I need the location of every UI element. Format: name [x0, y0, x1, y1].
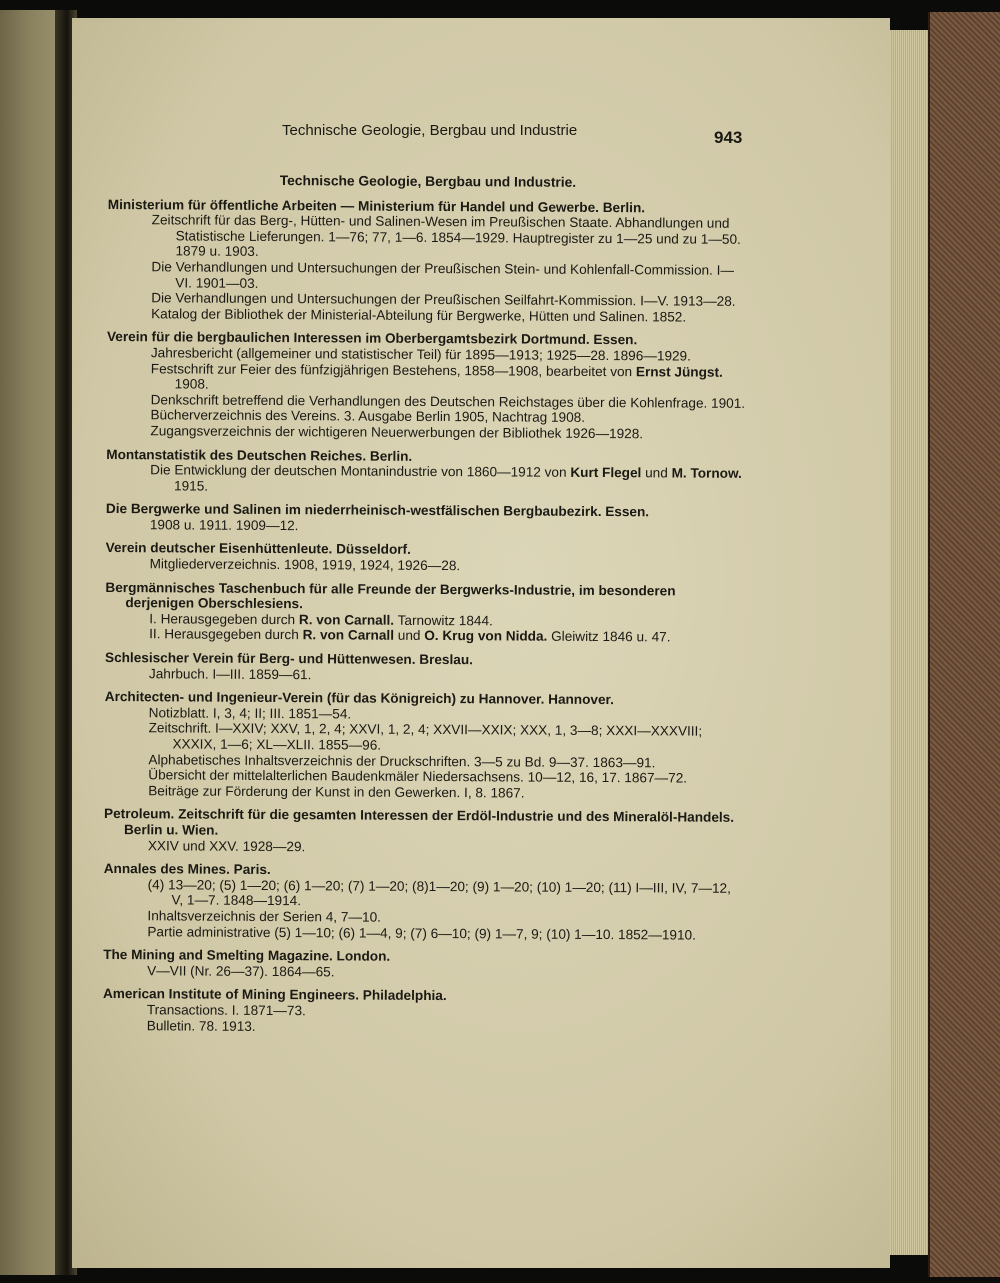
left-page-edge [0, 10, 62, 1275]
entry-item: Bücherverzeichnis des Vereins. 3. Ausgabe Berlin 1905, Nachtrag 1908. [150, 407, 586, 426]
entry-organization: Ministerium für öffentliche Arbeiten — Ministerium für Handel und Gewerbe. Berlin. [107, 196, 646, 215]
entry-item: Beiträge zur Förderung der Kunst in den Gewerken. I, 8. 1867. [148, 783, 525, 801]
entry-year: 1915. [174, 478, 209, 494]
entry-organization: Annales des Mines. Paris. [103, 861, 271, 878]
entry-item: Denkschrift betreffend die Verhandlungen des Deutschen Reichstages über die Kohlenfrage. 1901. [150, 391, 746, 411]
entry-organization: Bergmännisches Taschenbuch für alle Freunde der Bergwerks-Industrie, im besonderen derjenigen Oberschlesiens. [105, 579, 676, 612]
catalog-entry [105, 580, 745, 646]
catalog-entry [106, 540, 746, 575]
entry-item: Zeitschrift für das Berg-, Hütten- und Salinen-Wesen im Preußischen Staate. Abhandlungen und Statistische Lieferungen. 1—76; 77, 1—6. 1854—1929. Hauptregister zu 1—25 und zu 1—50. 1879 u. 1903. [151, 212, 741, 260]
catalog-entry [104, 689, 745, 802]
catalog-entry [103, 947, 743, 982]
entry-item: Bulletin. 78. 1913. [146, 1017, 256, 1034]
author-name: Kurt Flegel [570, 464, 642, 481]
entry-item-text: Festschrift zur Feier des fünfzigjährigen Bestehens, 1858—1908, bearbeitet von [150, 360, 633, 379]
conjunction: und [645, 465, 668, 481]
author-name: M. Tornow. [671, 465, 742, 481]
catalog-entry [106, 446, 746, 497]
entry-item: Inhaltsverzeichnis der Serien 4, 7—10. [147, 908, 381, 925]
entry-item [105, 626, 745, 646]
entry-place-year: Gleiwitz 1846 u. 47. [551, 629, 671, 645]
catalog-entry [103, 861, 743, 943]
entry-organization: Die Bergwerke und Salinen im niederrheinisch-westfälischen Bergbaubezirk. Essen. [105, 501, 650, 520]
entry-organization: Petroleum. Zeitschrift für die gesamten Interessen der Erdöl-Industrie und des Mineralöl-Handels. Berlin u. Wien. [104, 806, 735, 838]
entry-item: Übersicht der mittelalterlichen Baudenkmäler Niedersachsens. 10—12, 16, 17. 1867—72. [148, 767, 688, 786]
catalog-entry [107, 197, 748, 326]
catalog-content [103, 172, 748, 1045]
entry-organization: Architecten- und Ingenieur-Verein (für das Königreich) zu Hannover. Hannover. [104, 689, 614, 708]
entry-item: Notizblatt. I, 3, 4; II; III. 1851—54. [148, 705, 352, 722]
running-title: Technische Geologie, Bergbau und Industrie [282, 122, 578, 139]
conjunction: und [397, 628, 421, 644]
entry-item: Transactions. I. 1871—73. [146, 1002, 306, 1019]
entry-item: Zugangsverzeichnis der wichtigeren Neuerwerbungen der Bibliothek 1926—1928. [150, 423, 644, 442]
entry-organization: Verein für die bergbaulichen Interessen im Oberbergamtsbezirk Dortmund. Essen. [106, 329, 638, 348]
entry-item-text: I. Herausgegeben durch [149, 611, 296, 627]
entry-organization: The Mining and Smelting Magazine. London. [103, 947, 391, 964]
catalog-entry [103, 986, 743, 1037]
entry-organization: Schlesischer Verein für Berg- und Hüttenwesen. Breslau. [104, 650, 473, 668]
section-title: Technische Geologie, Bergbau und Industrie. [279, 173, 577, 190]
entry-item: XXIV und XXV. 1928—29. [147, 837, 306, 854]
editor-name: R. von Carnall. [298, 612, 395, 628]
book-page [72, 18, 890, 1268]
entry-item-text: II. Herausgegeben durch [149, 626, 299, 643]
entry-item: Die Verhandlungen und Untersuchungen der Preußischen Stein- und Kohlenfall-Commission. I—VI. 1901—03. [151, 259, 735, 291]
page-number: 943 [714, 128, 743, 147]
catalog-entry [105, 650, 745, 685]
entry-year: 1908. [174, 376, 209, 392]
entry-item: Alphabetisches Inhaltsverzeichnis der Druckschriften. 3—5 zu Bd. 9—37. 1863—91. [148, 751, 656, 770]
entry-item: V—VII (Nr. 26—37). 1864—65. [147, 962, 335, 980]
entry-item [106, 462, 746, 497]
entry-item: Die Verhandlungen und Untersuchungen der Preußischen Seilfahrt-Kommission. I—V. 1913—28. [151, 290, 736, 309]
catalog-entry [106, 329, 747, 442]
catalog-entry [104, 806, 744, 857]
book-cover [928, 12, 1000, 1277]
entry-item: Partie administrative (5) 1—10; (6) 1—4, 9; (7) 6—10; (9) 1—7, 9; (10) 1—10. 1852—1910. [147, 923, 696, 943]
author-name: Ernst Jüngst. [635, 363, 723, 380]
entry-item-text: Die Entwicklung der deutschen Montanindustrie von 1860—1912 von [150, 462, 567, 480]
catalog-entry [106, 501, 746, 536]
entry-item: Jahrbuch. I—III. 1859—61. [148, 665, 312, 682]
entry-item: Zeitschrift. I—XXIV; XXV, 1, 2, 4; XXVI, 1, 2, 4; XXVII—XXIX; XXX, 1, 3—8; XXXI—XXXVIII; XXXIX, 1—6; XL—XLII. 1855—96. [148, 720, 703, 753]
entry-organization: American Institute of Mining Engineers. Philadelphia. [102, 986, 447, 1004]
entry-item [107, 361, 747, 396]
entry-item: Jahresbericht (allgemeiner und statistischer Teil) für 1895—1913; 1925—28. 1896—1929. [150, 345, 691, 364]
entry-organization: Montanstatistik des Deutschen Reiches. Berlin. [106, 446, 413, 464]
entry-place-year: Tarnowitz 1844. [397, 612, 493, 629]
entry-item: (4) 13—20; (5) 1—20; (6) 1—20; (7) 1—20; (8)1—20; (9) 1—20; (10) 1—20; (11) I—III, IV, 7—12, V, 1—7. 1848—1914. [147, 877, 731, 909]
entry-item: Mitgliederverzeichnis. 1908, 1919, 1924, 1926—28. [149, 556, 461, 574]
entry-item: Katalog der Bibliothek der Ministerial-Abteilung für Bergwerke, Hütten und Salinen. 1852. [151, 306, 687, 325]
entry-item: 1908 u. 1911. 1909—12. [149, 517, 299, 534]
editor-name: O. Krug von Nidda. [424, 628, 548, 645]
entry-organization: Verein deutscher Eisenhüttenleute. Düsseldorf. [105, 540, 411, 558]
editor-name: R. von Carnall [302, 627, 395, 644]
